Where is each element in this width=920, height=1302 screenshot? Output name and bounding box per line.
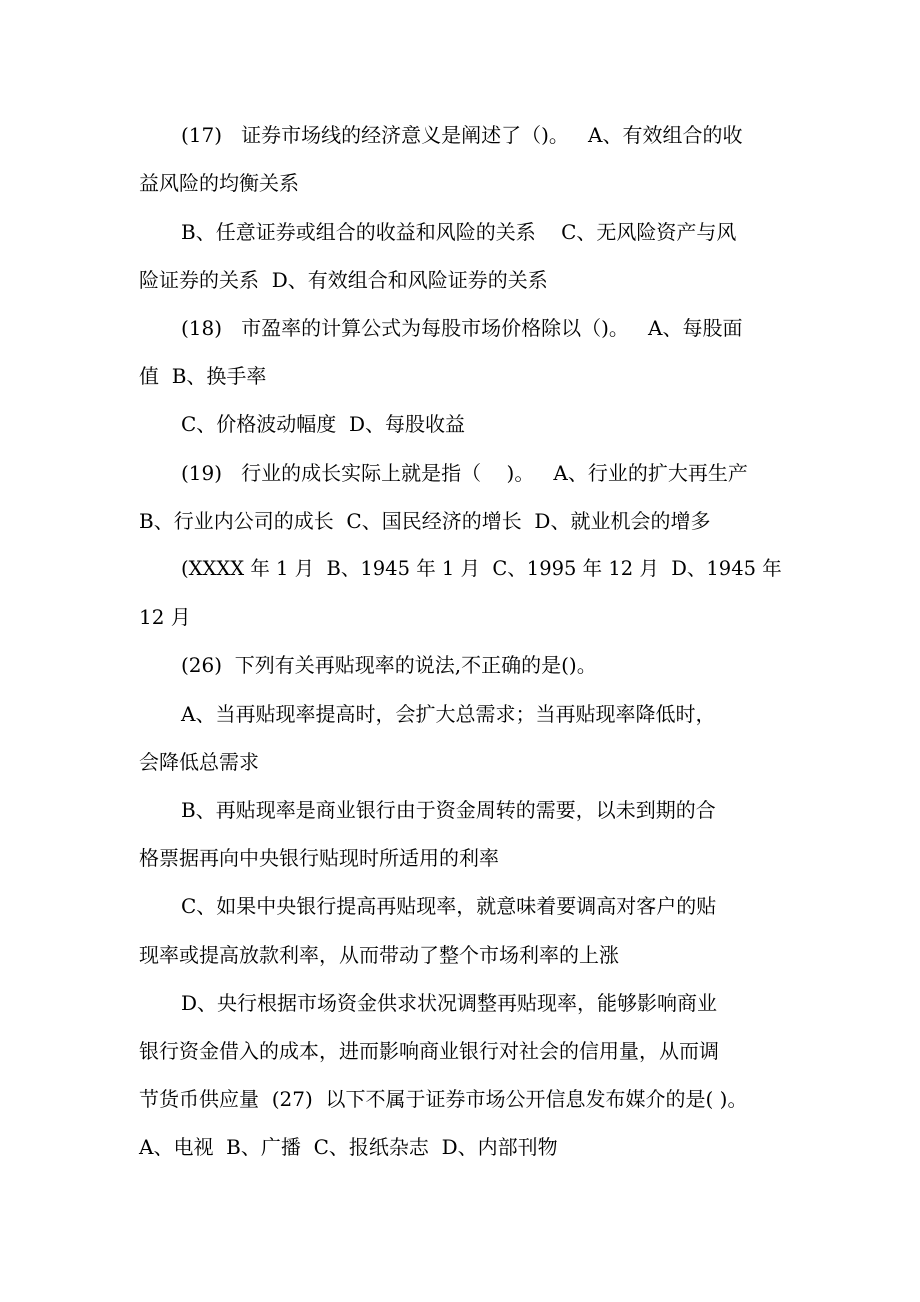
text-line: (XXXX 年 1 月 B、1945 年 1 月 C、1995 年 12 月 D、1945 年 [181, 557, 782, 580]
text-line: 益风险的均衡关系 [139, 171, 299, 195]
text-line: C、如果中央银行提高再贴现率，就意味着要调高对客户的贴 [181, 894, 717, 918]
text-line: 险证券的关系 D、有效组合和风险证券的关系 [139, 268, 548, 292]
text-line: 节货币供应量 (27) 以下不属于证券市场公开信息发布媒介的是( )。 [139, 1087, 748, 1111]
text-line: A、当再贴现率提高时，会扩大总需求；当再贴现率降低时， [181, 702, 716, 726]
text-line: B、任意证券或组合的收益和风险的关系 C、无风险资产与风 [181, 220, 737, 244]
text-line: 值 B、换手率 [139, 364, 267, 388]
text-line: C、价格波动幅度 D、每股收益 [181, 412, 466, 436]
text-line: (18) 市盈率的计算公式为每股市场价格除以（)。 A、每股面 [181, 316, 743, 340]
text-line: 格票据再向中央银行贴现时所适用的利率 [139, 846, 499, 870]
text-line: B、行业内公司的成长 C、国民经济的增长 D、就业机会的增多 [139, 509, 711, 533]
text-line: (26) 下列有关再贴现率的说法,不正确的是()。 [181, 653, 597, 677]
text-line: (17) 证券市场线的经济意义是阐述了（)。 A、有效组合的收 [181, 123, 743, 147]
text-line: A、电视 B、广播 C、报纸杂志 D、内部刊物 [139, 1135, 558, 1159]
text-line: 现率或提高放款利率，从而带动了整个市场利率的上涨 [139, 943, 619, 967]
text-line: (19) 行业的成长实际上就是指（ )。 A、行业的扩大再生产 [181, 461, 748, 485]
text-line: 银行资金借入的成本，进而影响商业银行对社会的信用量，从而调 [139, 1039, 719, 1063]
text-line: B、再贴现率是商业银行由于资金周转的需要，以未到期的合 [181, 798, 716, 822]
text-line: 会降低总需求 [139, 750, 259, 774]
text-line: 12 月 [139, 605, 191, 629]
text-line: D、央行根据市场资金供求状况调整再贴现率，能够影响商业 [181, 991, 718, 1015]
